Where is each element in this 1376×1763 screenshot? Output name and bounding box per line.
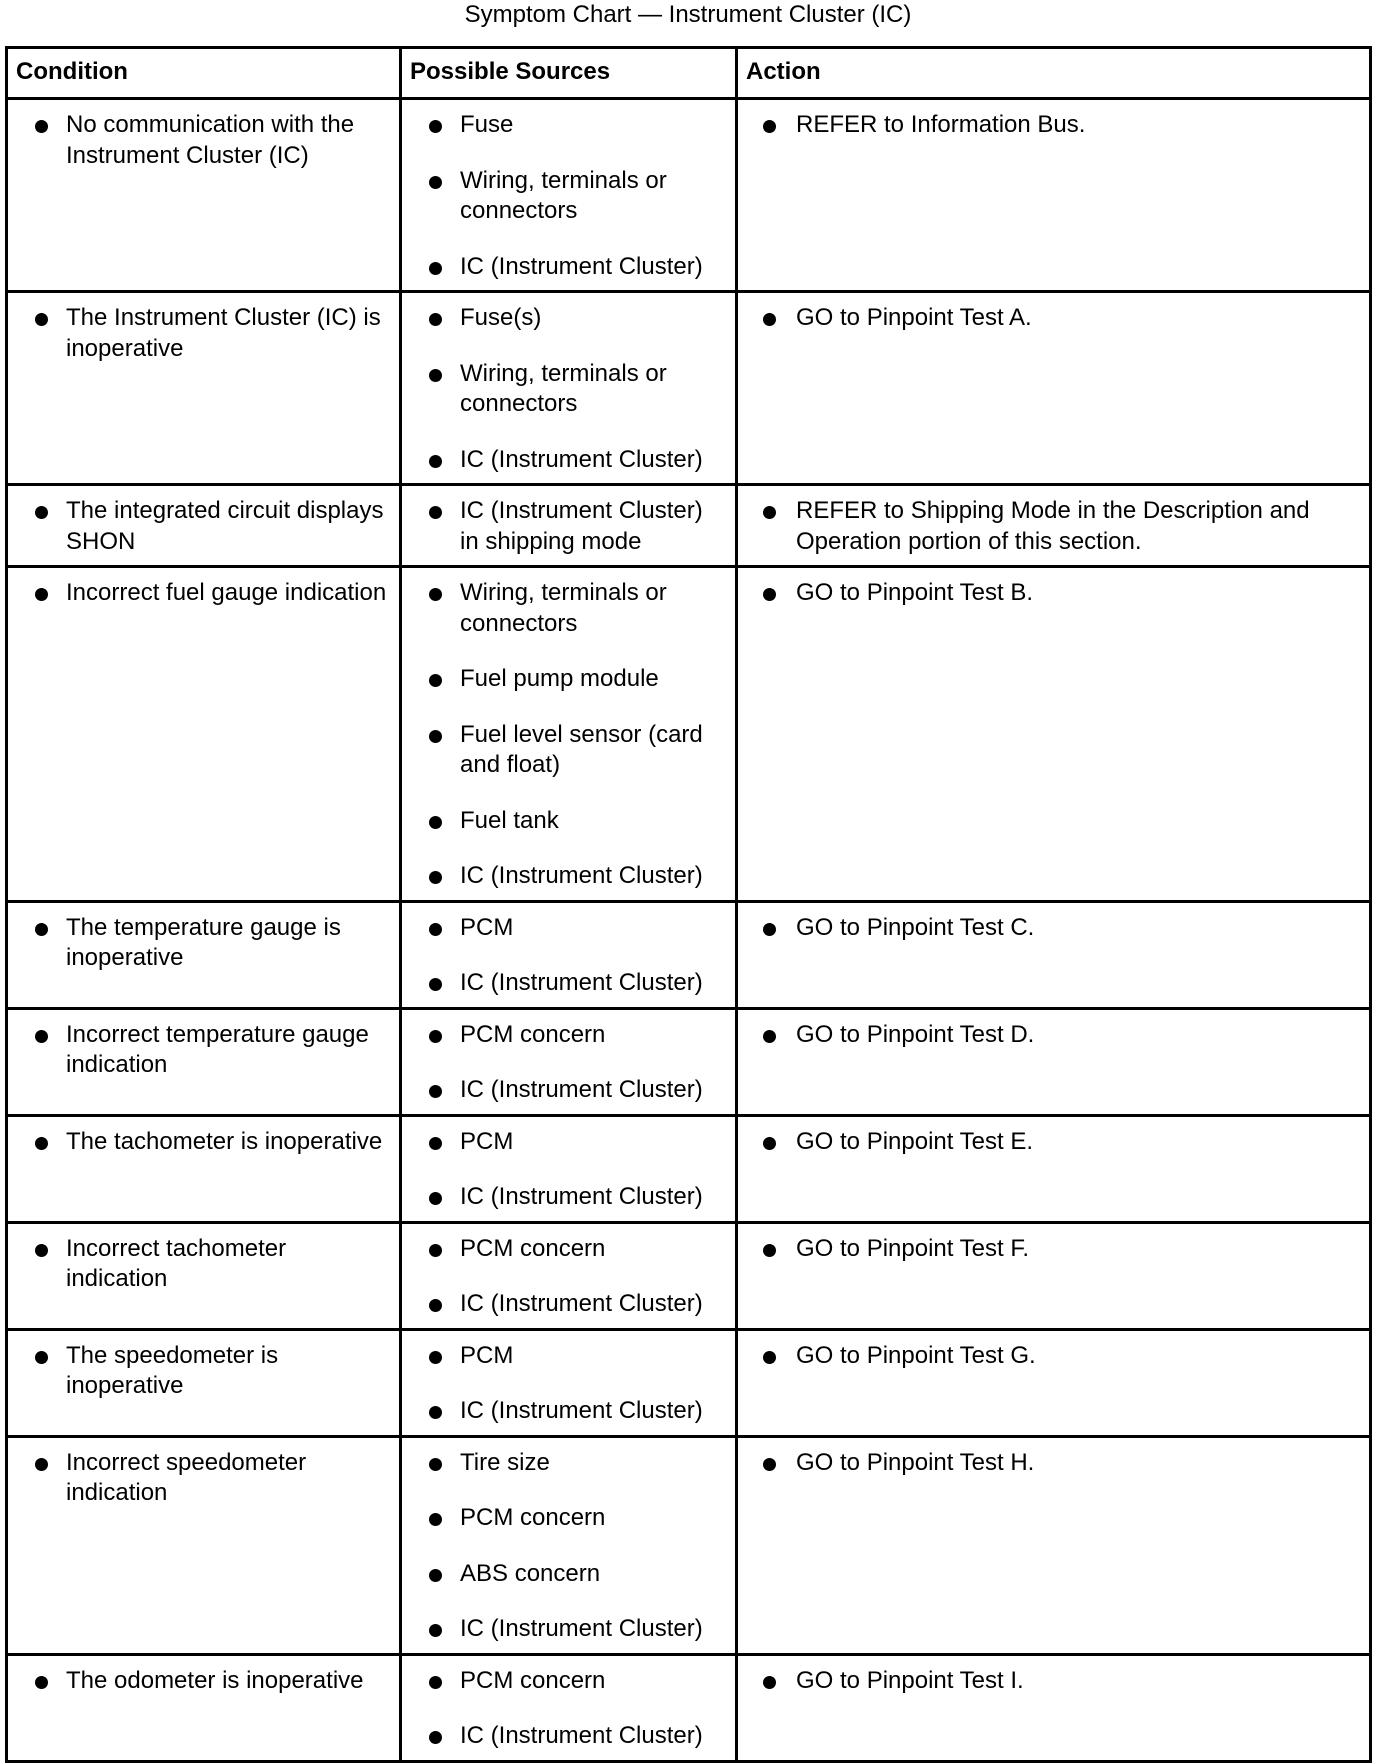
list-item-text: IC (Instrument Cluster) (460, 252, 703, 280)
bullet-list (738, 293, 1369, 342)
list-item-text: IC (Instrument Cluster) (460, 1397, 703, 1424)
bullet-list (8, 1438, 399, 1517)
list-item-text: IC (Instrument Cluster) (460, 1722, 703, 1749)
list-item-text: Fuse(s) (460, 304, 542, 331)
list-item-text: IC (Instrument Cluster) (460, 1615, 703, 1642)
bullet-icon (429, 1513, 442, 1526)
bullet-icon (429, 455, 442, 468)
action-cell (737, 567, 1371, 902)
list-item-text: GO to Pinpoint Test G. (796, 1341, 1036, 1369)
possible-sources-cell (401, 901, 737, 1008)
list-item (738, 110, 1361, 141)
bullet-list (402, 293, 735, 483)
bullet-list (738, 568, 1369, 617)
table-row (7, 1222, 1371, 1329)
list-item-text: Incorrect speedometer indication (66, 1448, 307, 1506)
bullet-icon (763, 120, 776, 133)
list-item (402, 1020, 727, 1051)
list-item (402, 1341, 727, 1372)
bullet-list (738, 1438, 1369, 1487)
list-item (8, 303, 391, 364)
bullet-icon (429, 506, 442, 519)
list-item-text: GO to Pinpoint Test H. (796, 1448, 1035, 1476)
list-item (402, 1127, 727, 1158)
bullet-icon (429, 1406, 442, 1419)
list-item-text: REFER to Information Bus. (796, 111, 1086, 138)
list-item-text: PCM (460, 913, 514, 941)
bullet-icon (763, 1676, 776, 1689)
bullet-icon (429, 1731, 442, 1744)
list-item (738, 913, 1361, 944)
list-item (738, 1341, 1361, 1372)
bullet-list (402, 100, 735, 290)
table-row (7, 1654, 1371, 1761)
list-item-text: Incorrect tachometer indication (66, 1234, 287, 1292)
list-item (402, 1666, 727, 1697)
bullet-list (738, 100, 1369, 149)
bullet-list (402, 1656, 735, 1760)
bullet-icon (429, 1137, 442, 1150)
list-item (8, 1666, 391, 1697)
condition-cell (7, 1436, 401, 1654)
list-item (402, 1614, 727, 1645)
condition-cell (7, 901, 401, 1008)
bullet-icon (763, 588, 776, 601)
table-row (7, 901, 1371, 1008)
possible-sources-cell (401, 1329, 737, 1436)
list-item-text: PCM (460, 1127, 514, 1155)
bullet-list (738, 1010, 1369, 1059)
table-row (7, 292, 1371, 485)
list-item (402, 359, 727, 420)
list-item-text: Fuse (460, 111, 514, 138)
symptom-table (5, 46, 1372, 1763)
list-item (402, 720, 727, 781)
list-item-text: Wiring, terminals or connectors (460, 166, 667, 224)
header-condition: Condition (7, 48, 401, 99)
bullet-icon (429, 923, 442, 936)
list-item (402, 578, 727, 639)
bullet-icon (35, 120, 48, 133)
list-item-text: GO to Pinpoint Test I. (796, 1666, 1024, 1694)
list-item-text: GO to Pinpoint Test C. (796, 913, 1035, 941)
bullet-icon (35, 1676, 48, 1689)
list-item (738, 1448, 1361, 1479)
bullet-list (8, 486, 399, 565)
bullet-list (738, 1224, 1369, 1273)
possible-sources-cell (401, 99, 737, 292)
chart-title: Symptom Chart — Instrument Cluster (IC) (464, 1, 912, 28)
possible-sources-cell (401, 1115, 737, 1222)
list-item-text: No communication with the Instrument Cluster (IC) (66, 111, 355, 169)
action-cell (737, 901, 1371, 1008)
bullet-icon (429, 978, 442, 991)
list-item-text: GO to Pinpoint Test A. (796, 304, 1032, 331)
list-item (402, 445, 727, 476)
possible-sources-cell (401, 1222, 737, 1329)
list-item (402, 1721, 727, 1752)
bullet-list (8, 1331, 399, 1410)
bullet-icon (763, 1351, 776, 1364)
list-item-text: Fuel tank (460, 806, 559, 834)
list-item (402, 913, 727, 944)
action-cell (737, 1329, 1371, 1436)
bullet-list (8, 100, 399, 179)
bullet-icon (763, 923, 776, 936)
bullet-icon (763, 506, 776, 519)
possible-sources-cell (401, 1654, 737, 1761)
list-item (402, 1289, 727, 1320)
bullet-list (738, 1331, 1369, 1380)
list-item-text: REFER to Shipping Mode in the Description and Operation portion of this section. (796, 497, 1310, 555)
list-item-text: IC (Instrument Cluster) (460, 1183, 703, 1210)
list-item (8, 1127, 391, 1158)
action-cell (737, 485, 1371, 567)
condition-cell (7, 1329, 401, 1436)
bullet-list (402, 1438, 735, 1653)
list-item-text: Fuel pump module (460, 665, 659, 692)
condition-cell (7, 1115, 401, 1222)
condition-cell (7, 99, 401, 292)
table-row (7, 567, 1371, 902)
list-item-text: Fuel level sensor (card and float) (460, 720, 703, 778)
list-item-text: The speedometer is inoperative (66, 1341, 279, 1399)
list-item-text: ABS concern (460, 1559, 601, 1587)
bullet-list (8, 1656, 399, 1705)
list-item (402, 166, 727, 227)
condition-cell (7, 1222, 401, 1329)
condition-cell (7, 485, 401, 567)
bullet-icon (763, 1458, 776, 1471)
list-item (738, 496, 1361, 557)
bullet-icon (35, 1351, 48, 1364)
bullet-list (8, 903, 399, 982)
bullet-list (738, 1656, 1369, 1705)
bullet-list (402, 903, 735, 1007)
bullet-list (8, 568, 399, 617)
bullet-list (738, 486, 1369, 565)
bullet-icon (35, 923, 48, 936)
list-item (8, 110, 391, 171)
bullet-list (402, 486, 735, 565)
list-item-text: GO to Pinpoint Test F. (796, 1234, 1030, 1262)
bullet-list (738, 1117, 1369, 1166)
bullet-icon (763, 1030, 776, 1043)
list-item-text: GO to Pinpoint Test B. (796, 579, 1034, 606)
possible-sources-cell (401, 1008, 737, 1115)
list-item-text: The tachometer is inoperative (66, 1127, 383, 1155)
table-row (7, 99, 1371, 292)
condition-cell (7, 1008, 401, 1115)
list-item (402, 252, 727, 283)
bullet-icon (429, 1192, 442, 1205)
bullet-icon (429, 120, 442, 133)
list-item-text: GO to Pinpoint Test E. (796, 1127, 1034, 1155)
action-cell (737, 292, 1371, 485)
list-item-text: PCM concern (460, 1234, 606, 1262)
bullet-icon (429, 1624, 442, 1637)
list-item (402, 1396, 727, 1427)
list-item (8, 496, 391, 557)
list-item-text: PCM concern (460, 1504, 606, 1531)
bullet-list (8, 1117, 399, 1166)
list-item (8, 1448, 391, 1509)
list-item-text: IC (Instrument Cluster) (460, 445, 703, 473)
bullet-icon (429, 176, 442, 189)
list-item-text: Incorrect temperature gauge indication (66, 1020, 369, 1078)
bullet-icon (35, 506, 48, 519)
action-cell (737, 99, 1371, 292)
bullet-icon (429, 588, 442, 601)
list-item (402, 110, 727, 141)
list-item (402, 664, 727, 695)
bullet-icon (35, 1137, 48, 1150)
possible-sources-cell (401, 1436, 737, 1654)
bullet-icon (763, 1137, 776, 1150)
header-possible-sources: Possible Sources (401, 48, 737, 99)
list-item (738, 1127, 1361, 1158)
bullet-icon (429, 1030, 442, 1043)
bullet-icon (429, 1569, 442, 1582)
bullet-icon (429, 262, 442, 275)
list-item (738, 1666, 1361, 1697)
list-item-text: IC (Instrument Cluster) (460, 1076, 703, 1103)
list-item (8, 578, 391, 609)
list-item (8, 1341, 391, 1402)
bullet-icon (429, 369, 442, 382)
action-cell (737, 1008, 1371, 1115)
condition-cell (7, 1654, 401, 1761)
bullet-icon (35, 588, 48, 601)
list-item (402, 1075, 727, 1106)
bullet-icon (429, 871, 442, 884)
table-row (7, 1115, 1371, 1222)
bullet-icon (429, 1085, 442, 1098)
table-row (7, 1008, 1371, 1115)
bullet-list (738, 903, 1369, 952)
bullet-icon (429, 1299, 442, 1312)
bullet-list (402, 1224, 735, 1328)
condition-cell (7, 292, 401, 485)
possible-sources-cell (401, 567, 737, 902)
list-item-text: IC (Instrument Cluster) (460, 969, 703, 996)
bullet-list (8, 1224, 399, 1303)
action-cell (737, 1222, 1371, 1329)
list-item (402, 1182, 727, 1213)
possible-sources-cell (401, 485, 737, 567)
list-item (8, 1020, 391, 1081)
list-item (402, 1559, 727, 1590)
bullet-icon (35, 313, 48, 326)
list-item-text: Incorrect fuel gauge indication (66, 579, 387, 606)
list-item-text: IC (Instrument Cluster) (460, 1290, 703, 1317)
bullet-icon (429, 730, 442, 743)
list-item-text: PCM (460, 1341, 514, 1369)
list-item (402, 303, 727, 334)
header-row (7, 48, 1371, 99)
bullet-icon (429, 313, 442, 326)
list-item-text: The temperature gauge is inoperative (66, 913, 341, 971)
list-item (738, 1020, 1361, 1051)
possible-sources-cell (401, 292, 737, 485)
list-item-text: The odometer is inoperative (66, 1666, 364, 1694)
list-item (402, 861, 727, 892)
list-item-text: The Instrument Cluster (IC) is inoperative (66, 304, 381, 362)
bullet-icon (429, 1244, 442, 1257)
list-item-text: Wiring, terminals or connectors (460, 359, 667, 417)
table-row (7, 1329, 1371, 1436)
bullet-icon (429, 816, 442, 829)
action-cell (737, 1115, 1371, 1222)
list-item (8, 913, 391, 974)
list-item (738, 1234, 1361, 1265)
table-row (7, 485, 1371, 567)
condition-cell (7, 567, 401, 902)
action-cell (737, 1654, 1371, 1761)
bullet-icon (429, 1458, 442, 1471)
list-item (738, 303, 1361, 334)
list-item-text: PCM concern (460, 1020, 606, 1048)
table-body (7, 99, 1371, 1762)
list-item-text: The integrated circuit displays SHON (66, 497, 384, 555)
bullet-icon (763, 313, 776, 326)
list-item (402, 1448, 727, 1479)
bullet-icon (35, 1030, 48, 1043)
list-item-text: PCM concern (460, 1666, 606, 1694)
bullet-icon (429, 1351, 442, 1364)
bullet-list (402, 568, 735, 900)
list-item (402, 968, 727, 999)
list-item (402, 806, 727, 837)
table-row (7, 1436, 1371, 1654)
list-item (402, 1503, 727, 1534)
bullet-list (8, 293, 399, 372)
bullet-icon (429, 674, 442, 687)
bullet-list (402, 1010, 735, 1114)
bullet-icon (35, 1244, 48, 1257)
bullet-icon (763, 1244, 776, 1257)
bullet-list (402, 1331, 735, 1435)
bullet-list (8, 1010, 399, 1089)
bullet-icon (35, 1458, 48, 1471)
list-item (402, 496, 727, 557)
list-item-text: IC (Instrument Cluster) in shipping mode (460, 497, 703, 555)
list-item-text: GO to Pinpoint Test D. (796, 1020, 1035, 1048)
list-item-text: IC (Instrument Cluster) (460, 862, 703, 889)
bullet-icon (429, 1676, 442, 1689)
bullet-list (402, 1117, 735, 1221)
action-cell (737, 1436, 1371, 1654)
list-item (402, 1234, 727, 1265)
list-item-text: Tire size (460, 1448, 550, 1476)
header-action: Action (737, 48, 1371, 99)
list-item (738, 578, 1361, 609)
list-item (8, 1234, 391, 1295)
list-item-text: Wiring, terminals or connectors (460, 579, 667, 637)
